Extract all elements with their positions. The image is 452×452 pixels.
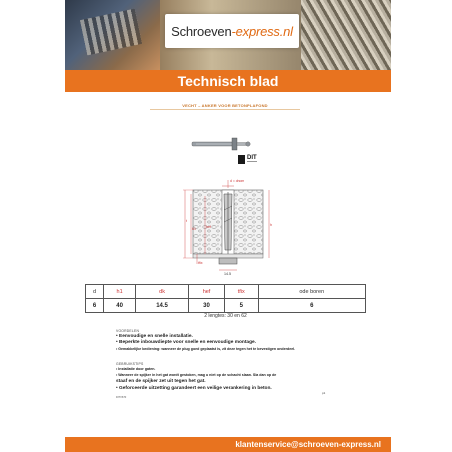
spec-header-tfix: tfix bbox=[225, 285, 258, 299]
spec-value-h1: 40 bbox=[104, 299, 136, 313]
spec-header-h1: h1 bbox=[104, 285, 136, 299]
spec-header-row bbox=[86, 285, 366, 299]
title-bar bbox=[65, 70, 391, 92]
voordelen-item: • Beperkte inbouwdiepte voor snelle en eenvoudige montage. bbox=[116, 340, 257, 345]
brand-name: Schroeven-express.nl bbox=[171, 23, 293, 39]
spec-header-d: d bbox=[86, 285, 104, 299]
screws-photo bbox=[301, 0, 391, 70]
page-title: Technisch blad bbox=[177, 73, 279, 89]
spec-value-tfix: 5 bbox=[225, 299, 258, 313]
gebruik-item: • Installatie door gaten. bbox=[116, 367, 156, 371]
spec-value-hef: 30 bbox=[188, 299, 224, 313]
maker-logo bbox=[238, 153, 272, 165]
spec-value-dk: 14.5 bbox=[136, 299, 189, 313]
maker-logo-mark bbox=[238, 155, 245, 164]
document-code: DITV670 bbox=[116, 396, 127, 399]
contact-email-link[interactable]: klantenservice@schroeven-express.nl bbox=[235, 440, 381, 449]
spec-header-drill: ode boren bbox=[258, 285, 365, 299]
product-subtitle: VECHT – ANKER VOOR BETONPLAFOND bbox=[182, 103, 268, 108]
voordelen-item: • Eenvoudige en snelle installatie. bbox=[116, 334, 193, 339]
spec-value-drill: 6 bbox=[258, 299, 365, 313]
brand-logo[interactable] bbox=[165, 14, 299, 48]
gebruik-item: staaf en de spijker zet uit tegen het gat. bbox=[116, 379, 206, 384]
voordelen-item: • Gemakkelijke bediening: wanneer de plug goed geplaatst is, zit deze tegen het te bevestigen onderdeel. bbox=[116, 347, 296, 351]
footer-bar bbox=[65, 437, 391, 452]
spec-table bbox=[85, 284, 366, 313]
label-tfix: tfix bbox=[198, 261, 203, 265]
spec-header-dk: dk bbox=[136, 285, 189, 299]
gebruik-item: • Wanneer de spijker in het gat wordt gestoken, mag u niet op de schacht slaan. Sla dan op de bbox=[116, 373, 277, 377]
anchor-product-image bbox=[188, 133, 252, 155]
label-d: d = dnom bbox=[230, 179, 245, 183]
label-dk: 14.5 bbox=[224, 272, 231, 276]
maker-logo-tagline: ▬▬▬▬▬ bbox=[247, 161, 257, 163]
label-hef: hef bbox=[206, 225, 211, 229]
header-banner bbox=[65, 0, 391, 70]
maker-logo-text: DIT bbox=[247, 155, 257, 161]
spec-header-hef: hef bbox=[188, 285, 224, 299]
label-h: h bbox=[270, 223, 272, 227]
lengths-note: 2 lengtes: 30 en 62 bbox=[204, 313, 247, 319]
label-t: t bbox=[186, 219, 187, 223]
tools-photo bbox=[65, 0, 160, 70]
gebruik-item: • Geforceerde uitzetting garandeert een veilige verankering in beton. bbox=[116, 386, 272, 391]
page-number: p1 bbox=[322, 391, 326, 395]
gebruik-heading: GEBRUIKSTIPS bbox=[116, 362, 144, 366]
label-h1: h1 bbox=[192, 227, 196, 231]
spec-value-d: 6 bbox=[86, 299, 104, 313]
voordelen-heading: VOORDELEN bbox=[116, 329, 140, 333]
anchor-technical-drawing bbox=[175, 170, 283, 282]
spec-value-row bbox=[86, 299, 366, 313]
subtitle-divider bbox=[150, 109, 300, 110]
